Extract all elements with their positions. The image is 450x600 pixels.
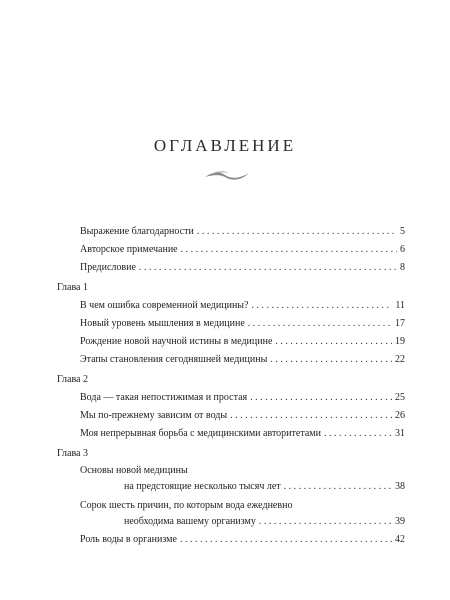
- toc-entry[interactable]: [80, 262, 405, 274]
- leader-dots: [180, 534, 392, 546]
- toc-entry-page: 38: [395, 481, 405, 492]
- toc-entry-page: 31: [395, 428, 405, 439]
- toc-entry[interactable]: [80, 244, 405, 256]
- toc-entry[interactable]: [80, 392, 405, 404]
- toc-entry-title: Авторское примечание: [80, 244, 178, 255]
- toc-entry-page: 25: [395, 392, 405, 403]
- leader-dots: [139, 262, 397, 274]
- toc-entry-page: 22: [395, 354, 405, 365]
- toc-entry-page: 8: [400, 262, 405, 273]
- toc-entry[interactable]: [80, 226, 405, 238]
- toc-entry-title: Этапы становления сегодняшней медицины: [80, 354, 268, 365]
- leader-dots: [259, 516, 392, 528]
- leader-dots: [248, 318, 392, 330]
- leader-dots: [197, 226, 397, 238]
- toc-entry-title: Вода — такая непостижимая и простая: [80, 392, 248, 403]
- toc-entry-page: 39: [395, 516, 405, 527]
- toc-entry-page: 26: [395, 410, 405, 421]
- toc-entry-title-line1: Основы новой медицины: [80, 465, 188, 476]
- chapter-heading: Глава 2: [57, 374, 88, 385]
- wave-ornament-icon: [203, 168, 251, 182]
- leader-dots: [251, 300, 392, 312]
- toc-entry-page: 19: [395, 336, 405, 347]
- toc-entry[interactable]: [80, 318, 405, 330]
- toc-entry[interactable]: [80, 410, 405, 422]
- leader-dots: [230, 410, 392, 422]
- toc-entry[interactable]: [80, 300, 405, 312]
- toc-entry-page: 17: [395, 318, 405, 329]
- leader-dots: [270, 354, 392, 366]
- leader-dots: [284, 481, 392, 493]
- toc-entry-title: Рождение новой научной истины в медицине: [80, 336, 273, 347]
- toc-entry[interactable]: [80, 354, 405, 366]
- leader-dots: [275, 336, 392, 348]
- toc-entry[interactable]: [80, 428, 405, 440]
- toc-entry-title: на предстоящие несколько тысяч лет: [124, 481, 281, 492]
- toc-entry-page: 6: [400, 244, 405, 255]
- toc-entry-title: Выражение благодарности: [80, 226, 194, 237]
- toc-entry-title: В чем ошибка современной медицины?: [80, 300, 249, 311]
- toc-entry[interactable]: [124, 516, 405, 528]
- chapter-heading: Глава 3: [57, 448, 88, 459]
- page-title: ОГЛАВЛЕНИЕ: [153, 136, 297, 155]
- toc-entry-title: необходима вашему организму: [124, 516, 256, 527]
- toc-entry-title: Роль воды в организме: [80, 534, 177, 545]
- toc-entry-title: Мы по-прежнему зависим от воды: [80, 410, 228, 421]
- leader-dots: [181, 244, 397, 256]
- leader-dots: [250, 392, 392, 404]
- toc-entry[interactable]: [80, 336, 405, 348]
- toc-entry[interactable]: [124, 481, 405, 493]
- toc-entry-title-line1: Сорок шесть причин, по которым вода ежедневно: [80, 500, 293, 511]
- toc-entry-page: 11: [395, 300, 405, 311]
- toc-entry-title: Моя непрерывная борьба с медицинскими авторитетами: [80, 428, 321, 439]
- chapter-heading: Глава 1: [57, 282, 88, 293]
- toc-entry-page: 5: [400, 226, 405, 237]
- toc-entry[interactable]: [80, 534, 405, 546]
- toc-entry-title: Новый уровень мышления в медицине: [80, 318, 245, 329]
- leader-dots: [324, 428, 392, 440]
- toc-entry-title: Предисловие: [80, 262, 136, 273]
- toc-entry-page: 42: [395, 534, 405, 545]
